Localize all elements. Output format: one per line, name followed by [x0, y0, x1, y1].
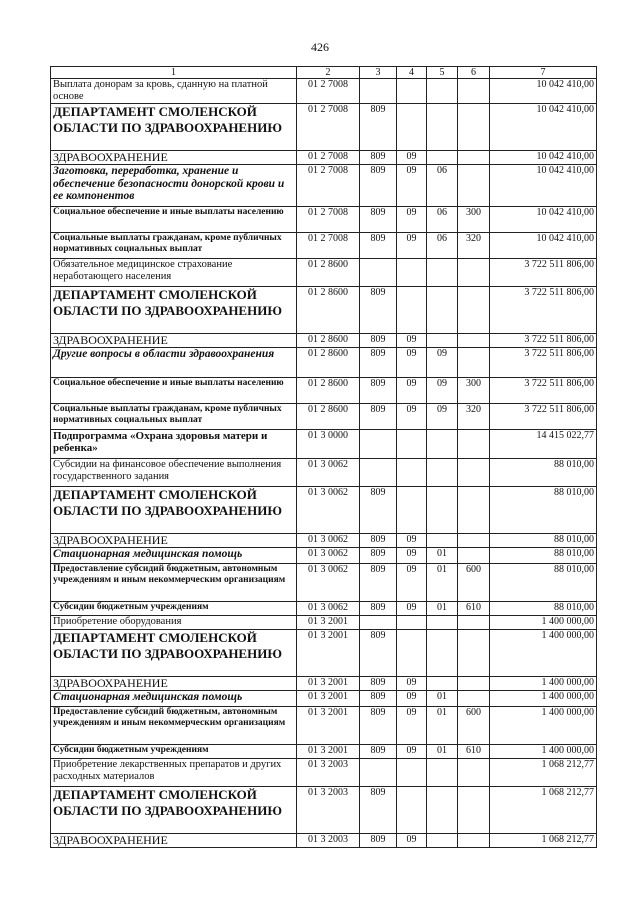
department-code-cell: 809: [360, 707, 397, 745]
subsection-code-cell: [427, 630, 458, 677]
department-code-cell: 809: [360, 165, 397, 207]
section-code-cell: [397, 459, 427, 487]
target-code-cell: 01 2 7008: [297, 104, 360, 151]
amount-cell: 10 042 410,00: [490, 207, 597, 233]
section-code-cell: 09: [397, 151, 427, 165]
subsection-code-cell: [427, 334, 458, 348]
target-code-cell: 01 3 2001: [297, 707, 360, 745]
subsection-code-cell: [427, 79, 458, 104]
amount-cell: 3 722 511 806,00: [490, 334, 597, 348]
expense-type-cell: [458, 79, 490, 104]
target-code-cell: 01 3 2001: [297, 691, 360, 707]
department-code-cell: [360, 459, 397, 487]
section-code-cell: 09: [397, 233, 427, 259]
amount-cell: 1 400 000,00: [490, 630, 597, 677]
subsection-code-cell: 01: [427, 548, 458, 564]
section-code-cell: [397, 79, 427, 104]
row-name-cell: ЗДРАВООХРАНЕНИЕ: [51, 151, 297, 165]
target-code-cell: 01 2 8600: [297, 334, 360, 348]
amount-cell: 1 400 000,00: [490, 691, 597, 707]
row-name-cell: Предоставление субсидий бюджетным, автономным учреждениям и иным некоммерческим организациям: [51, 707, 297, 745]
section-code-cell: 09: [397, 348, 427, 378]
target-code-cell: 01 3 2003: [297, 787, 360, 834]
expense-type-cell: [458, 104, 490, 151]
department-code-cell: 809: [360, 151, 397, 165]
amount-cell: 10 042 410,00: [490, 104, 597, 151]
table-row: [51, 630, 597, 677]
subsection-code-cell: 06: [427, 207, 458, 233]
subsection-code-cell: 09: [427, 378, 458, 404]
column-header: 6: [458, 67, 490, 79]
section-code-cell: [397, 616, 427, 630]
table-row: [51, 348, 597, 378]
subsection-code-cell: [427, 834, 458, 848]
section-code-cell: [397, 104, 427, 151]
subsection-code-cell: 01: [427, 691, 458, 707]
subsection-code-cell: [427, 459, 458, 487]
section-code-cell: [397, 259, 427, 287]
department-code-cell: 809: [360, 787, 397, 834]
amount-cell: 88 010,00: [490, 487, 597, 534]
table-row: [51, 745, 597, 759]
department-code-cell: [360, 79, 397, 104]
department-code-cell: 809: [360, 207, 397, 233]
amount-cell: 3 722 511 806,00: [490, 378, 597, 404]
expense-type-cell: 300: [458, 207, 490, 233]
subsection-code-cell: 01: [427, 602, 458, 616]
section-code-cell: [397, 287, 427, 334]
expense-type-cell: 320: [458, 233, 490, 259]
table-row: [51, 378, 597, 404]
table-row: [51, 151, 597, 165]
amount-cell: 1 068 212,77: [490, 787, 597, 834]
table-row: [51, 677, 597, 691]
table-row: [51, 564, 597, 602]
amount-cell: 1 068 212,77: [490, 759, 597, 787]
expense-type-cell: [458, 151, 490, 165]
department-code-cell: 809: [360, 233, 397, 259]
target-code-cell: 01 3 0062: [297, 602, 360, 616]
target-code-cell: 01 2 8600: [297, 378, 360, 404]
department-code-cell: 809: [360, 834, 397, 848]
department-code-cell: 809: [360, 378, 397, 404]
row-name-cell: Социальные выплаты гражданам, кроме публичных нормативных социальных выплат: [51, 404, 297, 430]
subsection-code-cell: [427, 759, 458, 787]
table-row: [51, 691, 597, 707]
expense-type-cell: 600: [458, 564, 490, 602]
target-code-cell: 01 3 0000: [297, 430, 360, 459]
table-row: [51, 104, 597, 151]
target-code-cell: 01 2 7008: [297, 233, 360, 259]
target-code-cell: 01 2 7008: [297, 151, 360, 165]
table-row: [51, 834, 597, 848]
target-code-cell: 01 2 8600: [297, 404, 360, 430]
section-code-cell: 09: [397, 677, 427, 691]
row-name-cell: ДЕПАРТАМЕНТ СМОЛЕНСКОЙ ОБЛАСТИ ПО ЗДРАВООХРАНЕНИЮ: [51, 787, 297, 834]
section-code-cell: 09: [397, 602, 427, 616]
section-code-cell: [397, 430, 427, 459]
subsection-code-cell: 06: [427, 165, 458, 207]
subsection-code-cell: [427, 677, 458, 691]
row-name-cell: ДЕПАРТАМЕНТ СМОЛЕНСКОЙ ОБЛАСТИ ПО ЗДРАВООХРАНЕНИЮ: [51, 487, 297, 534]
row-name-cell: Предоставление субсидий бюджетным, автономным учреждениям и иным некоммерческим организациям: [51, 564, 297, 602]
column-header: 2: [297, 67, 360, 79]
column-header: 1: [51, 67, 297, 79]
amount-cell: 10 042 410,00: [490, 165, 597, 207]
expense-type-cell: 300: [458, 378, 490, 404]
target-code-cell: 01 3 2001: [297, 616, 360, 630]
table-row: [51, 79, 597, 104]
section-code-cell: [397, 630, 427, 677]
expense-type-cell: [458, 165, 490, 207]
subsection-code-cell: [427, 287, 458, 334]
table-row: [51, 430, 597, 459]
target-code-cell: 01 2 8600: [297, 348, 360, 378]
department-code-cell: 809: [360, 548, 397, 564]
amount-cell: 88 010,00: [490, 459, 597, 487]
column-header: 5: [427, 67, 458, 79]
department-code-cell: 809: [360, 677, 397, 691]
subsection-code-cell: 09: [427, 404, 458, 430]
subsection-code-cell: [427, 616, 458, 630]
expense-type-cell: [458, 548, 490, 564]
section-code-cell: 09: [397, 404, 427, 430]
row-name-cell: Стационарная медицинская помощь: [51, 548, 297, 564]
subsection-code-cell: 01: [427, 564, 458, 602]
target-code-cell: 01 3 0062: [297, 534, 360, 548]
department-code-cell: [360, 616, 397, 630]
department-code-cell: 809: [360, 334, 397, 348]
section-code-cell: 09: [397, 334, 427, 348]
amount-cell: 10 042 410,00: [490, 233, 597, 259]
expense-type-cell: [458, 630, 490, 677]
target-code-cell: 01 3 2003: [297, 834, 360, 848]
section-code-cell: 09: [397, 207, 427, 233]
table-row: [51, 233, 597, 259]
expense-type-cell: [458, 834, 490, 848]
subsection-code-cell: [427, 151, 458, 165]
department-code-cell: 809: [360, 404, 397, 430]
expense-type-cell: [458, 259, 490, 287]
row-name-cell: Стационарная медицинская помощь: [51, 691, 297, 707]
department-code-cell: 809: [360, 602, 397, 616]
expense-type-cell: 320: [458, 404, 490, 430]
amount-cell: 1 400 000,00: [490, 745, 597, 759]
expense-type-cell: 600: [458, 707, 490, 745]
subsection-code-cell: 06: [427, 233, 458, 259]
department-code-cell: [360, 759, 397, 787]
target-code-cell: 01 3 2003: [297, 759, 360, 787]
amount-cell: 1 400 000,00: [490, 677, 597, 691]
section-code-cell: 09: [397, 165, 427, 207]
amount-cell: 1 068 212,77: [490, 834, 597, 848]
table-row: [51, 487, 597, 534]
amount-cell: 3 722 511 806,00: [490, 287, 597, 334]
subsection-code-cell: [427, 104, 458, 151]
column-header: 3: [360, 67, 397, 79]
section-code-cell: 09: [397, 534, 427, 548]
expense-type-cell: [458, 459, 490, 487]
table-row: [51, 404, 597, 430]
row-name-cell: ЗДРАВООХРАНЕНИЕ: [51, 334, 297, 348]
department-code-cell: 809: [360, 691, 397, 707]
section-code-cell: [397, 759, 427, 787]
row-name-cell: Обязательное медицинское страхование неработающего населения: [51, 259, 297, 287]
row-name-cell: Приобретение оборудования: [51, 616, 297, 630]
row-name-cell: ДЕПАРТАМЕНТ СМОЛЕНСКОЙ ОБЛАСТИ ПО ЗДРАВООХРАНЕНИЮ: [51, 630, 297, 677]
table-row: [51, 616, 597, 630]
amount-cell: 88 010,00: [490, 602, 597, 616]
expense-type-cell: [458, 787, 490, 834]
section-code-cell: 09: [397, 745, 427, 759]
subsection-code-cell: 01: [427, 707, 458, 745]
amount-cell: 3 722 511 806,00: [490, 404, 597, 430]
subsection-code-cell: 09: [427, 348, 458, 378]
target-code-cell: 01 3 0062: [297, 487, 360, 534]
department-code-cell: [360, 259, 397, 287]
department-code-cell: 809: [360, 287, 397, 334]
row-name-cell: ЗДРАВООХРАНЕНИЕ: [51, 834, 297, 848]
amount-cell: 3 722 511 806,00: [490, 348, 597, 378]
expense-type-cell: [458, 534, 490, 548]
expense-type-cell: [458, 430, 490, 459]
row-name-cell: Приобретение лекарственных препаратов и других расходных материалов: [51, 759, 297, 787]
table-row: [51, 548, 597, 564]
section-code-cell: 09: [397, 378, 427, 404]
subsection-code-cell: 01: [427, 745, 458, 759]
table-row: [51, 459, 597, 487]
amount-cell: 10 042 410,00: [490, 151, 597, 165]
table-row: [51, 787, 597, 834]
section-code-cell: 09: [397, 834, 427, 848]
row-name-cell: Субсидии бюджетным учреждениям: [51, 745, 297, 759]
target-code-cell: 01 3 0062: [297, 459, 360, 487]
expense-type-cell: [458, 677, 490, 691]
row-name-cell: Социальные выплаты гражданам, кроме публичных нормативных социальных выплат: [51, 233, 297, 259]
expense-type-cell: [458, 759, 490, 787]
subsection-code-cell: [427, 487, 458, 534]
department-code-cell: 809: [360, 534, 397, 548]
row-name-cell: ЗДРАВООХРАНЕНИЕ: [51, 677, 297, 691]
row-name-cell: ЗДРАВООХРАНЕНИЕ: [51, 534, 297, 548]
row-name-cell: Субсидии на финансовое обеспечение выполнения государственного задания: [51, 459, 297, 487]
amount-cell: 14 415 022,77: [490, 430, 597, 459]
row-name-cell: Социальное обеспечение и иные выплаты населению: [51, 207, 297, 233]
target-code-cell: 01 3 2001: [297, 630, 360, 677]
section-code-cell: 09: [397, 691, 427, 707]
department-code-cell: 809: [360, 564, 397, 602]
row-name-cell: Субсидии бюджетным учреждениям: [51, 602, 297, 616]
target-code-cell: 01 3 0062: [297, 564, 360, 602]
target-code-cell: 01 3 2001: [297, 745, 360, 759]
table-row: [51, 259, 597, 287]
amount-cell: 1 400 000,00: [490, 616, 597, 630]
amount-cell: 10 042 410,00: [490, 79, 597, 104]
table-row: [51, 602, 597, 616]
row-name-cell: Другие вопросы в области здравоохранения: [51, 348, 297, 378]
subsection-code-cell: [427, 430, 458, 459]
section-code-cell: 09: [397, 564, 427, 602]
table-row: [51, 707, 597, 745]
table-body: [51, 79, 597, 848]
target-code-cell: 01 2 7008: [297, 207, 360, 233]
expense-type-cell: 610: [458, 745, 490, 759]
section-code-cell: 09: [397, 548, 427, 564]
target-code-cell: 01 2 8600: [297, 259, 360, 287]
target-code-cell: 01 2 7008: [297, 165, 360, 207]
department-code-cell: 809: [360, 630, 397, 677]
expense-type-cell: [458, 616, 490, 630]
column-header: 7: [490, 67, 597, 79]
table-row: [51, 287, 597, 334]
expense-type-cell: [458, 334, 490, 348]
subsection-code-cell: [427, 259, 458, 287]
amount-cell: 88 010,00: [490, 548, 597, 564]
row-name-cell: Подпрограмма «Охрана здоровья матери и ребенка»: [51, 430, 297, 459]
row-name-cell: Выплата донорам за кровь, сданную на платной основе: [51, 79, 297, 104]
row-name-cell: ДЕПАРТАМЕНТ СМОЛЕНСКОЙ ОБЛАСТИ ПО ЗДРАВООХРАНЕНИЮ: [51, 104, 297, 151]
page-number: 426: [311, 40, 329, 54]
column-number-row: [51, 67, 597, 79]
target-code-cell: 01 3 2001: [297, 677, 360, 691]
expense-type-cell: [458, 691, 490, 707]
amount-cell: 1 400 000,00: [490, 707, 597, 745]
row-name-cell: Социальное обеспечение и иные выплаты населению: [51, 378, 297, 404]
target-code-cell: 01 3 0062: [297, 548, 360, 564]
table-row: [51, 334, 597, 348]
department-code-cell: 809: [360, 104, 397, 151]
amount-cell: 88 010,00: [490, 564, 597, 602]
department-code-cell: [360, 430, 397, 459]
row-name-cell: ДЕПАРТАМЕНТ СМОЛЕНСКОЙ ОБЛАСТИ ПО ЗДРАВООХРАНЕНИЮ: [51, 287, 297, 334]
table-row: [51, 534, 597, 548]
department-code-cell: 809: [360, 487, 397, 534]
table-row: [51, 759, 597, 787]
section-code-cell: [397, 487, 427, 534]
target-code-cell: 01 2 8600: [297, 287, 360, 334]
department-code-cell: 809: [360, 745, 397, 759]
section-code-cell: [397, 787, 427, 834]
amount-cell: 88 010,00: [490, 534, 597, 548]
expense-type-cell: [458, 348, 490, 378]
amount-cell: 3 722 511 806,00: [490, 259, 597, 287]
subsection-code-cell: [427, 534, 458, 548]
department-code-cell: 809: [360, 348, 397, 378]
column-header: 4: [397, 67, 427, 79]
table-row: [51, 165, 597, 207]
row-name-cell: Заготовка, переработка, хранение и обеспечение безопасности донорской крови и ее компонентов: [51, 165, 297, 207]
table-row: [51, 207, 597, 233]
subsection-code-cell: [427, 787, 458, 834]
expense-type-cell: [458, 287, 490, 334]
target-code-cell: 01 2 7008: [297, 79, 360, 104]
budget-table: [50, 66, 597, 848]
section-code-cell: 09: [397, 707, 427, 745]
expense-type-cell: [458, 487, 490, 534]
expense-type-cell: 610: [458, 602, 490, 616]
